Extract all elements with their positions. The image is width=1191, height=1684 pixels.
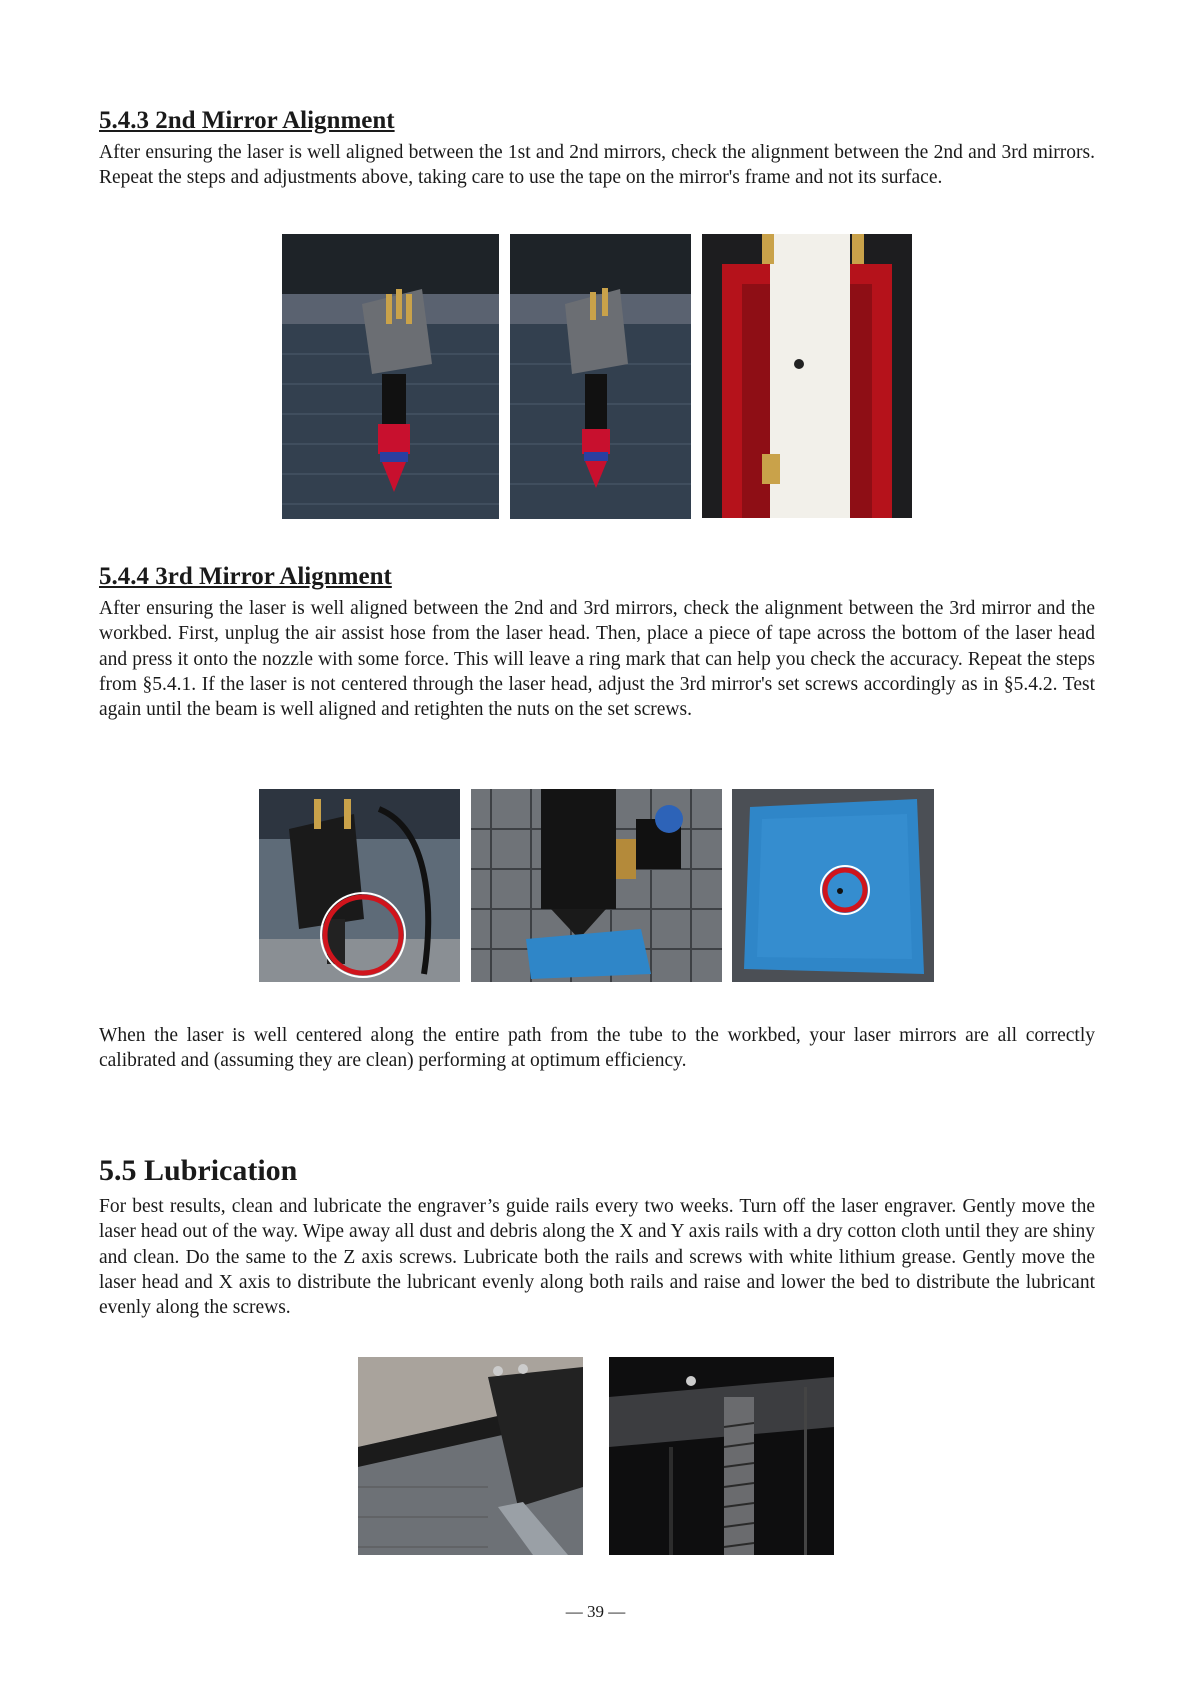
mirror-frame-tape-photo xyxy=(702,234,912,518)
z-axis-screw-photo xyxy=(609,1357,834,1555)
section-heading: 5.4.4 3rd Mirror Alignment xyxy=(99,563,392,590)
section-2nd-mirror-alignment xyxy=(99,106,1095,191)
laser-head-photo-middle xyxy=(510,234,691,519)
calibration-summary xyxy=(99,1023,1095,1074)
section-body: After ensuring the laser is well aligned between the 1st and 2nd mirrors, check the alignment between the 2nd and 3rd mirrors. Repeat the steps and adjustments above, taking care to use the tape on the mirror's frame and not its surface. xyxy=(99,142,1095,189)
nozzle-tape-photo xyxy=(471,789,722,982)
summary-text: When the laser is well centered along the entire path from the tube to the workbed, your laser mirrors are all correctly calibrated and (assuming they are clean) performing at optimum efficiency. xyxy=(99,1025,1095,1072)
guide-rail-photo xyxy=(358,1357,583,1555)
laser-head-photo-left xyxy=(282,234,499,519)
section-3rd-mirror-alignment xyxy=(99,562,1095,722)
section-lubrication xyxy=(99,1153,1095,1320)
tape-ring-mark-photo xyxy=(732,789,934,982)
section-heading: 5.4.3 2nd Mirror Alignment xyxy=(99,107,395,134)
section-body: After ensuring the laser is well aligned between the 2nd and 3rd mirrors, check the alignment between the 3rd mirror and the workbed. First, unplug the air assist hose from the laser head. Then, place a piece of tape across the bottom of the laser head and press it onto the nozzle with some force. This will leave a ring mark that can help you check the accuracy. Repeat the steps from §5.4.1. If the laser is not centered through the laser head, adjust the 3rd mirror's set screws accordingly as in §5.4.2. Test again until the beam is well aligned and retighten the nuts on the set screws. xyxy=(99,598,1095,721)
section-heading: 5.5 Lubrication xyxy=(99,1154,298,1187)
section-body: For best results, clean and lubricate the engraver’s guide rails every two weeks. Turn off the laser engraver. Gently move the laser head out of the way. Wipe away all dust and debris along the X and Y axis rails with a dry cotton cloth until they are shiny and clean. Do the same to the Z axis screws. Lubricate both the rails and screws with white lithium grease. Gently move the laser head and X axis to distribute the lubricant evenly along both rails and raise and lower the bed to distribute the lubricant evenly along the screws. xyxy=(99,1196,1095,1319)
page-number: — 39 — xyxy=(565,1602,626,1621)
air-assist-hose-photo xyxy=(259,789,460,982)
